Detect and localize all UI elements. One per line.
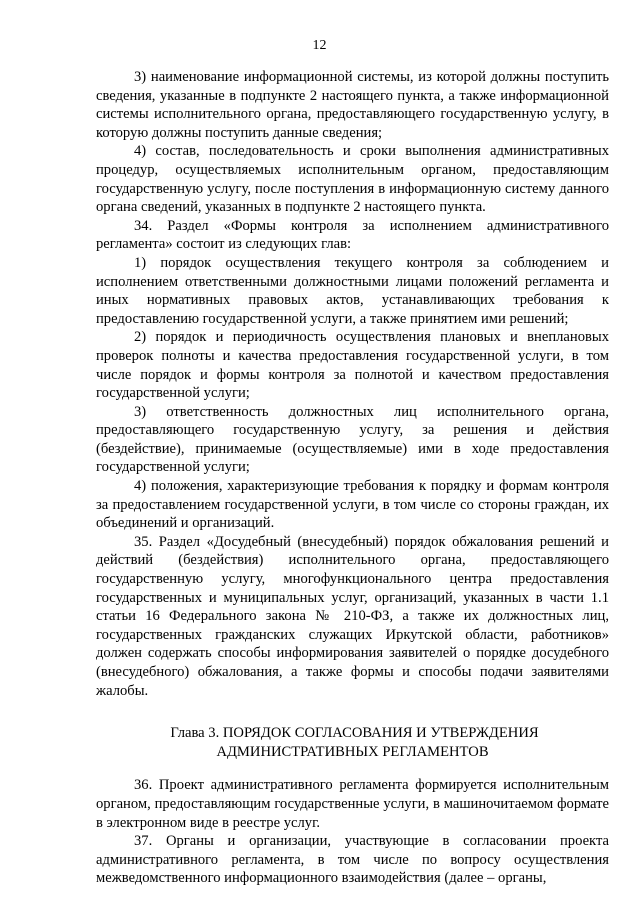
document-body: [96, 68, 609, 888]
chapter-heading-line-1: Глава 3. ПОРЯДОК СОГЛАСОВАНИЯ И УТВЕРЖДЕНИЯ: [170, 725, 539, 742]
chapter-heading: [96, 724, 609, 761]
paragraph-item-3: 3) наименование информационной системы, из которой должны поступить сведения, указанные в подпункте 2 настоящего пункта, а также информационной системы исполнительного органа, предоставляющего государственную услугу, в которую должны поступить данные сведения;: [96, 69, 609, 141]
chapter-heading-line-2: АДМИНИСТРАТИВНЫХ РЕГЛАМЕНТОВ: [216, 743, 489, 760]
paragraph-34-item-4: 4) положения, характеризующие требования к порядку и формам контроля за предоставлением государственной услуги, в том числе со стороны граждан, их объединений и организаций.: [96, 478, 609, 532]
paragraph-34-item-3: 3) ответственность должностных лиц исполнительного органа, предоставляющего государственную услугу, за решения и действия (бездействие), принимаемые (осуществляемые) ими в ходе предоставления государственной услуги;: [96, 403, 609, 476]
paragraph-37: 37. Органы и организации, участвующие в согласовании проекта административного регламента, в том числе по вопросу осуществления межведомственного информационного взаимодействия (далее – органы,: [96, 833, 609, 887]
paragraph-item-4: 4) состав, последовательность и сроки выполнения административных процедур, осуществляемых исполнительным органом, предоставляющим государственную услугу, после поступления в информационную систему данного органа сведений, указанных в подпункте 2 настоящего пункта.: [96, 143, 609, 216]
page-number: 12: [312, 38, 327, 53]
paragraph-36: 36. Проект административного регламента формируется исполнительным органом, предоставляющим государственные услуги, в машиночитаемом формате в электронном виде в реестре услуг.: [96, 777, 609, 831]
paragraph-34: 34. Раздел «Формы контроля за исполнением административного регламента» состоит из следующих глав:: [96, 217, 609, 253]
paragraph-35: 35. Раздел «Досудебный (внесудебный) порядок обжалования решений и действий (бездействия) исполнительного органа, предоставляющего государственную услугу, многофункционального центра предоставления государственных и муниципальных услуг, организаций, указанных в части 1.1 статьи 16 Федерального закона № 210-ФЗ, а также их должностных лиц, государственных гражданских служащих Иркутской области, работников» должен содержать способы информирования заявителей о порядке досудебного (внесудебного) обжалования, а также формы и способы подачи заявителями жалобы.: [96, 533, 609, 699]
paragraph-34-item-1: 1) порядок осуществления текущего контроля за соблюдением и исполнением ответственными должностными лицами положений регламента и иных нормативных правовых актов, устанавливающих требования к предоставлению государственной услуги, а также принятием ими решений;: [96, 254, 609, 327]
paragraph-34-item-2: 2) порядок и периодичность осуществления плановых и внеплановых проверок полноты и качества предоставления государственной услуги, в том числе порядок и формы контроля за полнотой и качеством предоставления государственной услуги;: [96, 329, 609, 402]
